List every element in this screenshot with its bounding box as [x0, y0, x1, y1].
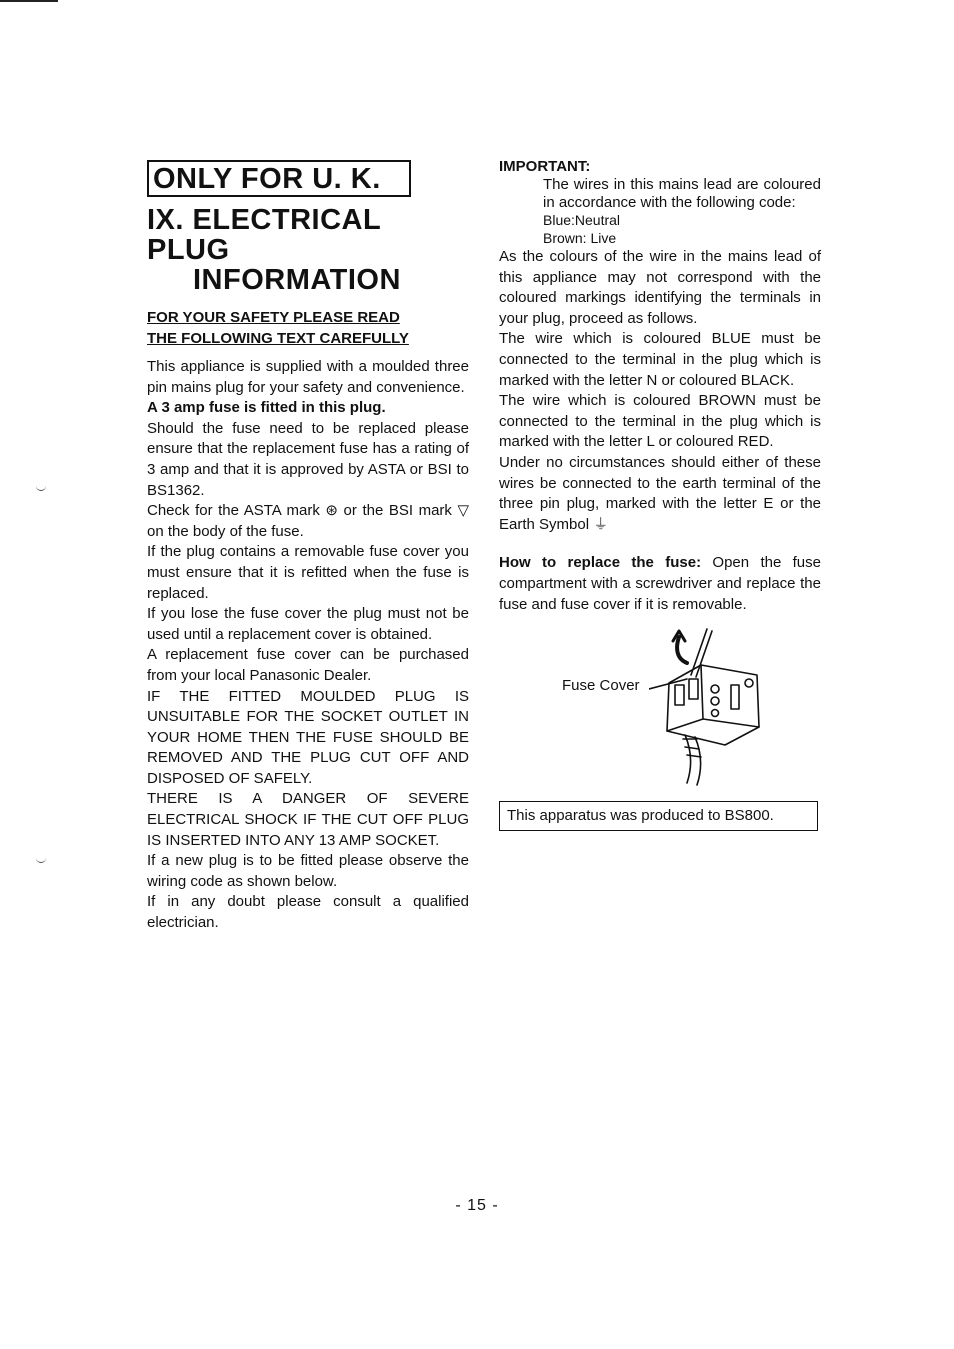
how-to-replace-paragraph: [499, 553, 821, 615]
check-marks-paragraph: [147, 501, 469, 542]
blue-wire-paragraph: The wire which is coloured BLUE must be connected to the terminal in the plug which is marked with the letter N or coloured BLACK.: [499, 330, 821, 389]
brown-wire-paragraph: The wire which is coloured BROWN must be connected to the terminal in the plug which is marked with the letter L or coloured RED.: [499, 392, 821, 451]
region-badge: ONLY FOR U. K.: [147, 160, 411, 197]
check-text-3: on the body of the fuse.: [147, 522, 304, 540]
earth-warning-text: Under no circumstances should either of these wires be connected to the earth terminal of the three pin plug, marked with the letter E or the Earth Symbol: [499, 453, 821, 533]
section-title-line1: IX. ELECTRICAL PLUG: [147, 204, 381, 266]
doubt-paragraph: If in any doubt please consult a qualified electrician.: [147, 893, 469, 932]
wiring-code-intro: The wires in this mains lead are coloured in accordance with the following code:: [543, 176, 821, 211]
plug-illustration-icon: [649, 627, 764, 787]
unsuitable-plug-warning: IF THE FITTED MOULDED PLUG IS UNSUITABLE FOR THE SOCKET OUTLET IN YOUR HOME THEN THE FUSE SHOULD BE REMOVED AND THE PLUG CUT OFF AND DISPOSED OF SAFELY.: [147, 687, 469, 787]
safety-heading-line1: FOR YOUR SAFETY PLEASE READ: [147, 309, 400, 326]
new-plug-paragraph: If a new plug is to be fitted please observe the wiring code as shown below.: [147, 852, 469, 890]
how-text: Open the fuse compartment with a screwdriver and replace the fuse and fuse cover if it is removable.: [499, 554, 821, 613]
safety-heading: [147, 307, 469, 349]
blue-code: Blue:Neutral: [543, 212, 621, 228]
purchase-cover-paragraph: A replacement fuse cover can be purchased from your local Panasonic Dealer.: [147, 646, 469, 684]
margin-mark: [36, 858, 46, 863]
shock-warning: THERE IS A DANGER OF SEVERE ELECTRICAL SHOCK IF THE CUT OFF PLUG IS INSERTED INTO ANY 13 AMP SOCKET.: [147, 790, 469, 849]
margin-mark: [36, 486, 46, 491]
left-column: [147, 160, 469, 934]
earth-symbol-icon: ⏚: [593, 515, 609, 533]
right-column: [499, 158, 821, 831]
removable-cover-paragraph: If the plug contains a removable fuse cover you must ensure that it is refitted when the fuse is replaced.: [147, 543, 469, 602]
fuse-fitted-note: A 3 amp fuse is fitted in this plug.: [147, 399, 386, 417]
bs800-note: This apparatus was produced to BS800.: [499, 801, 818, 831]
check-text-1: Check for the ASTA mark: [147, 502, 320, 520]
how-heading: How to replace the fuse:: [499, 554, 702, 572]
check-text-2: or the BSI mark: [343, 502, 452, 520]
colours-mismatch-paragraph: As the colours of the wire in the mains lead of this appliance may not correspond with the coloured markings identifying the terminals in your plug, proceed as follows.: [499, 248, 821, 327]
bsi-mark-icon: ▽: [457, 502, 470, 520]
fuse-replacement-figure: [499, 619, 821, 789]
fuse-cover-label: Fuse Cover: [562, 677, 640, 695]
page-number: - 15 -: [455, 1197, 499, 1214]
asta-mark-icon: ⊛: [325, 502, 338, 520]
top-edge-line: [0, 0, 58, 2]
section-title: [147, 205, 469, 295]
important-heading: IMPORTANT:: [499, 158, 591, 175]
section-title-line2: INFORMATION: [193, 264, 401, 296]
lose-cover-paragraph: If you lose the fuse cover the plug must not be used until a replacement cover is obtained.: [147, 605, 469, 643]
safety-heading-line2: THE FOLLOWING TEXT CAREFULLY: [147, 330, 409, 347]
wiring-code-block: [499, 176, 821, 247]
intro-paragraph: This appliance is supplied with a moulded three pin mains plug for your safety and convenience.: [147, 358, 469, 396]
fuse-replace-paragraph: Should the fuse need to be replaced please ensure that the replacement fuse has a rating of 3 amp and that it is approved by ASTA or BSI to BS1362.: [147, 419, 469, 499]
brown-code: Brown: Live: [543, 229, 617, 246]
earth-warning-paragraph: [499, 453, 821, 535]
